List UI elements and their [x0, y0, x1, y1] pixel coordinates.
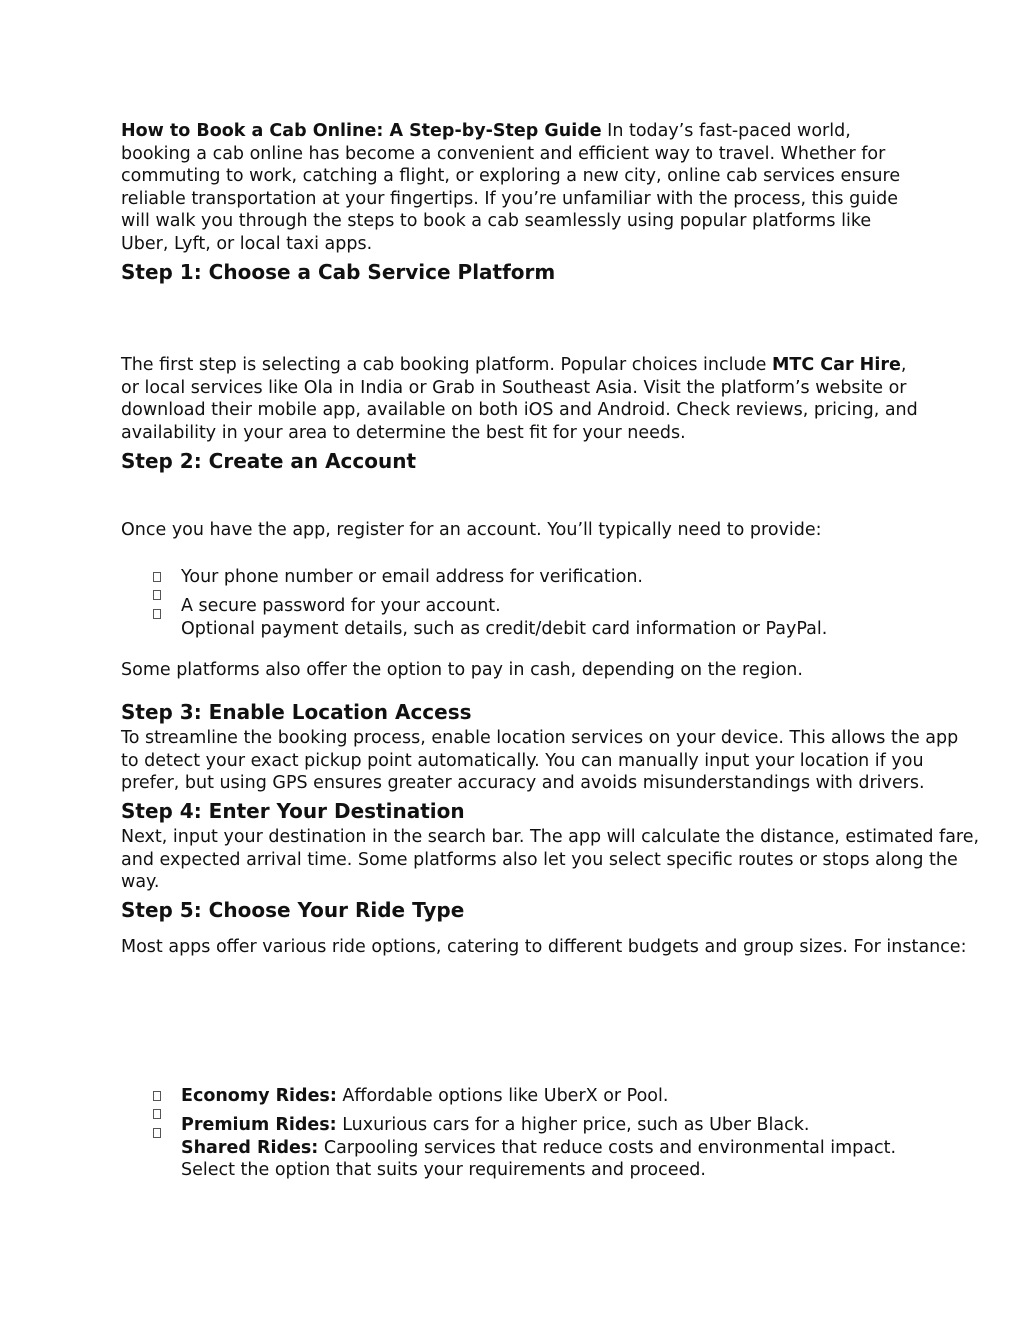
step2-note: Some platforms also offer the option to pay in cash, depending on the region. [121, 660, 803, 680]
list-item [150, 618, 827, 641]
intro-paragraph [121, 120, 921, 256]
list-item [150, 1114, 896, 1137]
checkbox-glyph-icon [153, 1109, 161, 1119]
step1-heading: Step 1: Choose a Cab Service Platform [121, 260, 556, 284]
step3-heading: Step 3: Enable Location Access [121, 700, 472, 724]
step1-text-before: The first step is selecting a cab booking platform. Popular choices include [121, 355, 773, 375]
step4-heading: Step 4: Enter Your Destination [121, 799, 465, 823]
ride-type-text: Affordable options like UberX or Pool. [336, 1086, 669, 1106]
intro-text: In today’s fast-paced world, booking a cab online has become a convenient and efficient way to travel. Whether for commuting to work, catching a flight, or exploring a new city, online cab services ensure reliable transportation at your fingertips. If you’re unfamiliar with the process, this guide will walk you through the steps to book a cab seamlessly using popular platforms like Uber, Lyft, or local taxi apps. [121, 121, 901, 254]
step5-list [150, 1085, 896, 1182]
step2-list [150, 566, 827, 640]
list-item-text: Your phone number or email address for verification. [181, 567, 643, 587]
step1-text-after: , or local services like Ola in India or Grab in Southeast Asia. Visit the platform’s website or download their mobile app, available on both iOS and Android. Check reviews, pricing, and availability in your area to determine the best fit for your needs. [121, 355, 918, 443]
step1-bold-brand: MTC Car Hire [772, 355, 901, 375]
list-item [150, 595, 827, 618]
step3-paragraph: To streamline the booking process, enable location services on your device. This allows the app to detect your exact pickup point automatically. You can manually input your location if you prefer, but using GPS ensures greater accuracy and avoids misunderstandings with drivers. [121, 728, 959, 794]
step5-intro: Most apps offer various ride options, catering to different budgets and group sizes. For instance: [121, 937, 967, 957]
checkbox-glyph-icon [153, 1091, 161, 1101]
list-item [150, 566, 827, 595]
ride-type-label: Shared Rides: [181, 1137, 319, 1158]
list-item-text: Optional payment details, such as credit/debit card information or PayPal. [181, 618, 828, 639]
step5-heading: Step 5: Choose Your Ride Type [121, 898, 465, 922]
step5-closing-text: Select the option that suits your requirements and proceed. [181, 1160, 706, 1181]
list-item [150, 1085, 896, 1114]
step2-intro: Once you have the app, register for an account. You’ll typically need to provide: [121, 520, 822, 540]
list-item [150, 1137, 896, 1160]
list-item [150, 1159, 896, 1182]
ride-type-text: Luxurious cars for a higher price, such as Uber Black. [336, 1115, 810, 1135]
document-title: How to Book a Cab Online: A Step-by-Step Guide [121, 121, 602, 141]
checkbox-glyph-icon [153, 572, 161, 582]
ride-type-label: Economy Rides: [181, 1086, 337, 1106]
ride-type-text: Carpooling services that reduce costs and environmental impact. [318, 1137, 897, 1158]
step2-heading: Step 2: Create an Account [121, 449, 417, 473]
list-item-text: A secure password for your account. [181, 596, 501, 616]
checkbox-glyph-icon [153, 590, 161, 600]
step1-paragraph [121, 354, 921, 444]
step4-paragraph: Next, input your destination in the search bar. The app will calculate the distance, estimated fare, and expected arrival time. Some platforms also let you select specific routes or stops along the way. [121, 827, 980, 893]
ride-type-label: Premium Rides: [181, 1115, 337, 1135]
